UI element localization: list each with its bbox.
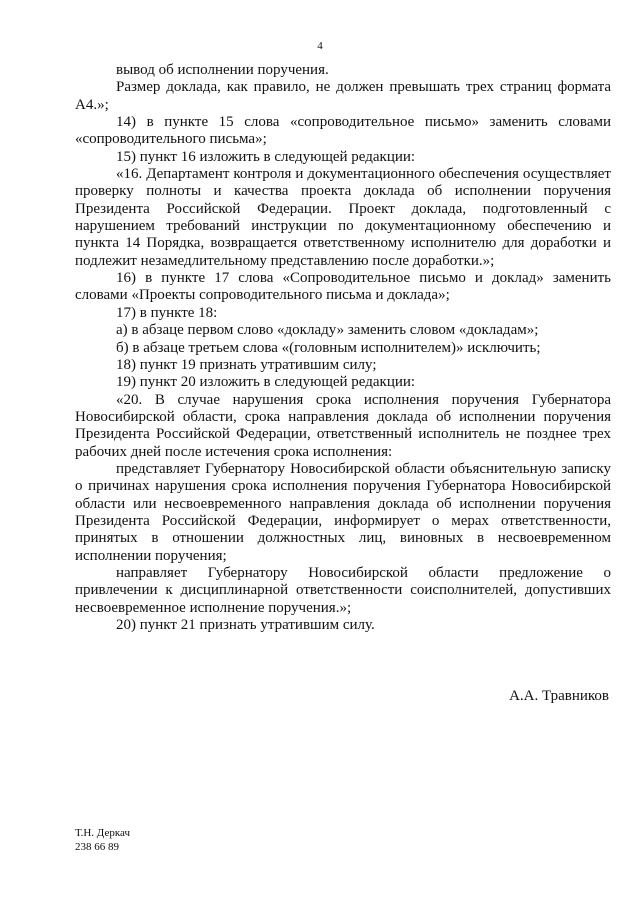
paragraph-clause-16: «16. Департамент контроля и документационного обеспечения осуществляет проверку полноты и качества проекта доклада об исполнении поручения Президента Российской Федерации. Проект доклада, подготовленный с нарушением требований инструкции по документационному обеспечению и пункта 14 Порядка, возвращается ответственному исполнителю для доработки и подлежит незамедлительному представлению после доработки.»; — [75, 166, 611, 269]
paragraph-clause-20-proposal: направляет Губернатору Новосибирской области предложение о привлечении к дисциплинарной ответственности соисполнителей, допустивших несвоевременное исполнение поручения.»; — [75, 564, 611, 616]
paragraph-item-19: 19) пункт 20 изложить в следующей редакции: — [116, 374, 416, 391]
paragraph-item-15: 15) пункт 16 изложить в следующей редакции: — [116, 148, 416, 165]
document-body — [75, 62, 611, 634]
paragraph-item-17a: а) в абзаце первом слово «докладу» заменить словом «докладам»; — [116, 322, 539, 339]
paragraph-item-17b: б) в абзаце третьем слова «(головным исполнителем)» исключить; — [116, 339, 541, 356]
paragraph-item-18: 18) пункт 19 признать утратившим силу; — [116, 356, 377, 373]
paragraph-clause-20-explanatory-note: представляет Губернатору Новосибирской области объяснительную записку о причинах нарушения срока исполнения поручения Губернатора Новосибирской области или несвоевременного направления доклада об исполнении поручения Президента Российской Федерации, информирует о мерах ответственности, принятых в отношении должностных лиц, виновных в несвоевременном исполнении поручения; — [75, 460, 611, 564]
paragraph-item-14: 14) в пункте 15 слова «сопроводительное письмо» заменить словами «сопроводительного письма»; — [75, 114, 611, 148]
paragraph-clause-20: «20. В случае нарушения срока исполнения поручения Губернатора Новосибирской области, срока направления доклада об исполнении поручения Президента Российской Федерации, ответственный исполнитель не позднее трех рабочих дней после истечения срока исполнения: — [75, 391, 611, 460]
signature-name: А.А. Травников — [509, 688, 609, 704]
page-number: 4 — [317, 40, 323, 52]
executor-phone: 238 66 89 — [75, 841, 119, 853]
executor-name: Т.Н. Деркач — [75, 827, 130, 839]
paragraph-report-size: Размер доклада, как правило, не должен превышать трех страниц формата А4.»; — [75, 79, 611, 113]
paragraph-item-20: 20) пункт 21 признать утратившим силу. — [116, 617, 375, 633]
paragraph-item-17: 17) в пункте 18: — [116, 304, 218, 321]
paragraph-report-conclusion: вывод об исполнении поручения. — [116, 62, 329, 78]
executor-block — [75, 826, 130, 854]
paragraph-item-16: 16) в пункте 17 слова «Сопроводительное письмо и доклад» заменить словами «Проекты сопроводительного письма и доклада»; — [75, 270, 611, 304]
